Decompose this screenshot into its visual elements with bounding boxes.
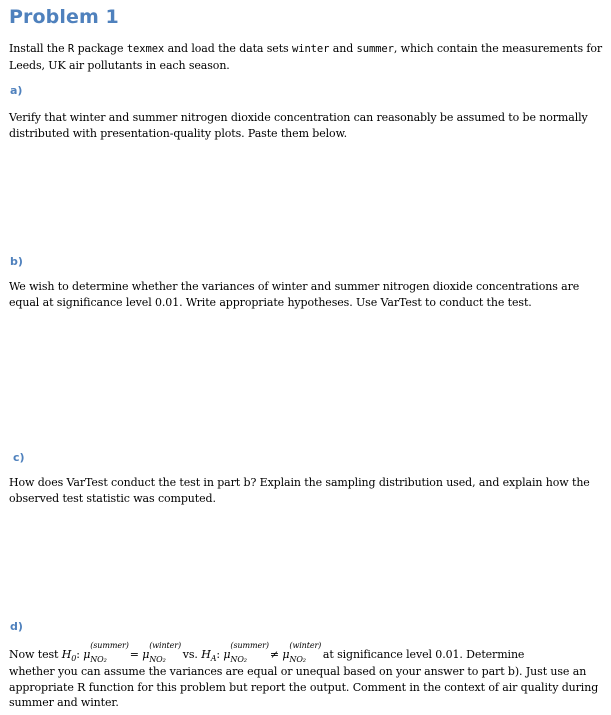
part-a-heading: a) bbox=[10, 84, 23, 97]
part-d-tail-first: at significance level 0.01. Determine bbox=[322, 648, 525, 661]
equals-sign: = bbox=[129, 648, 139, 661]
part-c-text: How does VarTest conduct the test in part b? Explain the sampling distribution used, and explain how the observed test statistic was computed. bbox=[9, 476, 590, 505]
part-c-heading: c) bbox=[13, 451, 25, 464]
ha-colon: : bbox=[216, 648, 221, 661]
part-d-heading: d) bbox=[10, 620, 23, 633]
part-a-text: Verify that winter and summer nitrogen dioxide concentration can reasonably be assumed to be normally distributed with presentation-quality plots. Paste them below. bbox=[9, 111, 588, 140]
code-r: R bbox=[67, 43, 75, 55]
mu-winter-symbol-alt: μ (winter) NO₂ bbox=[282, 641, 322, 664]
code-summer: summer bbox=[356, 43, 394, 55]
part-b-text: We wish to determine whether the variances of winter and summer nitrogen dioxide concentrations are equal at significance level 0.01. Write appropriate hypotheses. Use VarTest to conduct the test. bbox=[9, 280, 580, 309]
h0-colon: : bbox=[76, 648, 80, 661]
part-d-lead: Now test bbox=[9, 648, 59, 661]
mu-summer-symbol-alt: μ (summer) NO₂ bbox=[223, 641, 269, 664]
page-title: Problem 1 bbox=[9, 6, 119, 28]
intro-paragraph bbox=[9, 41, 605, 73]
h0-symbol: $H_0$ bbox=[61, 648, 77, 664]
vs-text: vs. bbox=[182, 648, 198, 661]
intro-text-5: , which contain the measurements for Leeds, UK air pollutants in each season. bbox=[9, 42, 603, 72]
mu-winter-symbol: μ (winter) NO₂ bbox=[142, 641, 182, 664]
mu-summer-symbol: μ (summer) NO₂ bbox=[83, 641, 129, 664]
intro-text-4: and bbox=[332, 42, 354, 55]
intro-text-2: package bbox=[77, 42, 124, 55]
part-b-heading: b) bbox=[10, 255, 23, 268]
ha-symbol: $H_A$ bbox=[201, 648, 217, 664]
part-d-text: whether you can assume the variances are equal or unequal based on your answer to part b). Just use an appropriate R function for this problem but report the output. Comment in the context of air quality during summer and winter. bbox=[9, 665, 599, 709]
code-winter: winter bbox=[292, 43, 330, 55]
not-equals-sign: ≠ bbox=[269, 648, 280, 661]
intro-text-1: Install the bbox=[9, 42, 65, 55]
intro-text-3: and load the data sets bbox=[167, 42, 289, 55]
code-texmex: texmex bbox=[126, 43, 165, 55]
